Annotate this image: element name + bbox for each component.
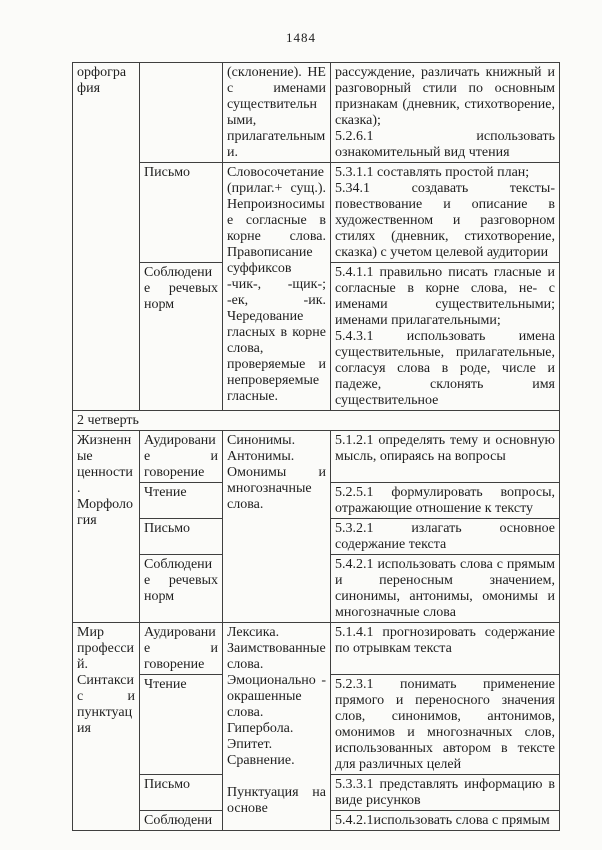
skill-cell-writing: Письмо: [140, 775, 223, 811]
objective-cell: [331, 623, 560, 675]
objective-cell: [331, 63, 560, 163]
objective-text: 5.34.1 создавать тексты-повествование и описание в художественном и разговорном стилях (дневник, стихотворение, сказка) с учетом целевой аудитории: [335, 181, 555, 260]
objective-cell: [331, 483, 560, 519]
objective-text: 5.1.2.1 определять тему и основную мысль, опираясь на вопросы: [335, 433, 555, 464]
skill-cell-empty: [140, 63, 223, 163]
objective-cell: [331, 555, 560, 623]
objective-text: рассуждение, различать книжный и разговорный стили по основным признакам (дневник, стихотворение, сказка);: [335, 65, 555, 128]
content-cell: [223, 623, 331, 831]
quarter-row: 2 четверть: [73, 411, 560, 431]
objective-text: 5.3.1.1 составлять простой план;: [335, 165, 530, 180]
objective-cell: [331, 519, 560, 555]
skill-cell-speech-norms-cutoff: Соблюдени: [140, 811, 223, 831]
objective-cell: [331, 811, 560, 831]
objective-cell: [331, 263, 560, 411]
objective-cell: [331, 675, 560, 775]
content-cell: Синонимы. Антонимы. Омонимы и многозначные слова.: [223, 431, 331, 623]
objective-text: 5.4.2.1 использовать слова с прямым и переносным значением, синонимы, антонимы, омонимы и многозначные слова: [335, 557, 555, 620]
objective-text: 5.1.4.1 прогнозировать содержание по отрывкам текста: [335, 625, 555, 656]
skill-cell-writing: Письмо: [140, 519, 223, 555]
objective-cell: [331, 775, 560, 811]
objective-cell: [331, 163, 560, 263]
skill-cell-speech-norms: Соблюдение речевых норм: [140, 263, 223, 411]
skill-cell-speech-norms: Соблюдение речевых норм: [140, 555, 223, 623]
page-number: 1484: [286, 30, 316, 45]
objective-text: 5.4.2.1использовать слова с прямым: [335, 813, 550, 828]
curriculum-table: [72, 62, 560, 831]
objective-text: 5.2.5.1 формулировать вопросы, отражающие отношение к тексту: [335, 485, 555, 516]
objective-text: 5.4.1.1 правильно писать гласные и согласные в корне слова, не- с именами существительными; именами прилагательными;: [335, 265, 555, 328]
topic-cell-life-values: Жизненные ценности. Морфология: [73, 431, 140, 623]
skill-cell-writing: Письмо: [140, 163, 223, 263]
skill-cell-listening-speaking: Аудирование и говорение: [140, 623, 223, 675]
content-text: Пунктуация на основе: [227, 785, 326, 816]
objective-text: 5.4.3.1 использовать имена существительные, прилагательные, согласуя слова в роде, числе и падеже, склонять имя существительное: [335, 329, 555, 408]
content-cell: (склонение). НЕ с именами существительными, прилагательными.: [223, 63, 331, 163]
objective-text: 5.3.2.1 излагать основное содержание текста: [335, 521, 555, 552]
objective-text: 5.2.3.1 понимать применение прямого и переносного значения слов, синонимов, антонимов, омонимов и многозначных слов, использованных автором в тексте для различных целей: [335, 677, 555, 772]
topic-cell-world-of-professions: Мир профессий. Синтаксис и пунктуация: [73, 623, 140, 831]
objective-text: 5.2.6.1 использовать ознакомительный вид чтения: [335, 129, 555, 160]
skill-cell-reading: Чтение: [140, 483, 223, 519]
skill-cell-listening-speaking: Аудирование и говорение: [140, 431, 223, 483]
topic-cell-orthography: орфография: [73, 63, 140, 411]
content-cell: Словосочетание (прилаг.+ сущ.). Непроизносимые согласные в корне слова. Правописание суффиксов -чик-, -щик-; -ек, -ик. Чередование гласных в корне слова, проверяемые и непроверяемые гласные.: [223, 163, 331, 411]
objective-text: 5.3.3.1 представлять информацию в виде рисунков: [335, 777, 555, 808]
objective-cell: [331, 431, 560, 483]
content-text: Лексика. Заимствованные слова. Эмоционально - окрашенные слова. Гипербола. Эпитет. Сравнение.: [227, 625, 326, 768]
skill-cell-reading: Чтение: [140, 675, 223, 775]
